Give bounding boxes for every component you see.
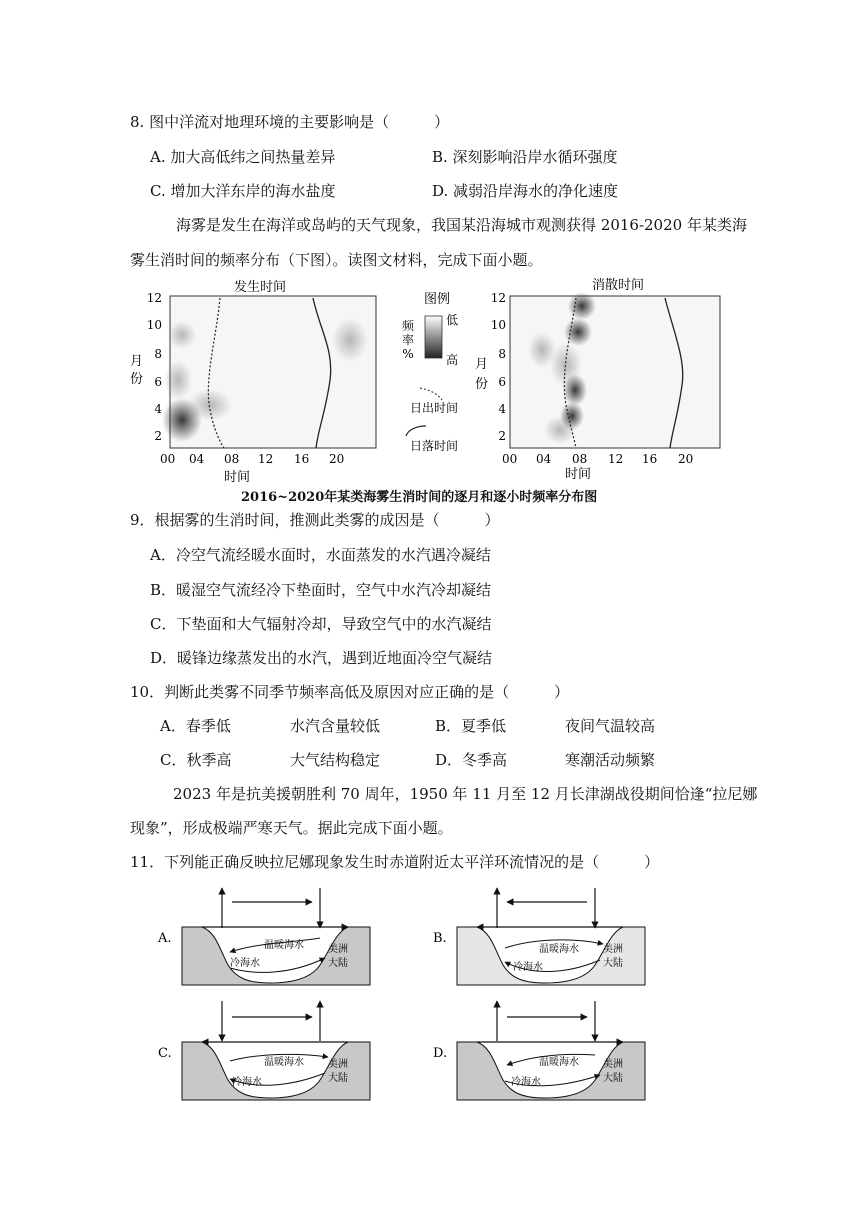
right-xtick-16: 16 [642,452,658,466]
left-ytick-2: 2 [154,429,162,443]
q11-letter-b: B. [433,931,447,946]
passage2-line1: 2023 年是抗美援朝胜利 70 周年，1950 年 11 月至 12 月长津湖战役期间恰逢“拉尼娜 [173,785,758,803]
legend-sunset: 日落时间 [410,439,459,453]
right-y-ticks [491,291,507,443]
q10-option-d[interactable]: D．冬季高 [435,751,508,769]
q10-option-a-reason: 水汽含量较低 [290,717,381,735]
right-ytick-10: 10 [490,318,506,332]
right-ytick-8: 8 [498,347,506,361]
q11-b-cold: 冷海水 [513,962,543,973]
q8-option-b[interactable]: B. 深刻影响沿岸水循环强度 [432,148,618,166]
left-ylabel-1: 月 [130,354,144,369]
q11-letter-a: A. [158,931,172,946]
left-ytick-8: 8 [154,347,162,361]
legend-freq-3: % [402,347,414,361]
q10-option-a[interactable]: A．春季低 [160,717,231,735]
q11-diagram-a[interactable] [157,888,370,985]
right-ytick-12: 12 [490,291,506,305]
passage1-line2: 雾生消时间的频率分布（下图）。读图文材料，完成下面小题。 [130,251,543,269]
right-ylabel-2: 份 [475,377,489,392]
left-xtick-20: 20 [329,452,345,466]
q8-option-d[interactable]: D. 减弱沿岸海水的净化速度 [432,182,619,200]
legend-sunrise: 日出时间 [410,401,459,415]
figure-caption: 2016~2020年某类海雾生消时间的逐月和逐小时频率分布图 [241,490,598,505]
right-xtick-08: 08 [572,452,588,466]
legend-freq-2: 率 [401,333,415,347]
q8-option-a[interactable]: A. 加大高低纬之间热量差异 [150,148,336,166]
legend-high: 高 [446,353,459,367]
left-y-ticks [147,291,163,443]
right-xtick-20: 20 [678,452,694,466]
right-xtick-04: 04 [536,452,552,466]
q9-option-d[interactable]: D．暖锋边缘蒸发出的水汽，遇到近地面冷空气凝结 [150,649,493,667]
q11-diagram-b[interactable] [433,888,645,985]
right-ytick-6: 6 [498,375,506,389]
q11-c-continent1: 美洲 [328,1059,348,1070]
q11-a-continent2: 大陆 [328,958,348,969]
q11-c-continent2: 大陆 [328,1073,348,1084]
right-plot-frame [510,296,720,448]
q10-option-b-reason: 夜间气温较高 [565,717,656,735]
legend-color-bar [425,316,442,358]
left-xtick-08: 08 [224,452,240,466]
q11-d-warm: 温暖海水 [539,1057,579,1068]
q10-option-c[interactable]: C．秋季高 [160,751,232,769]
left-ytick-12: 12 [146,291,162,305]
q11-b-continent2: 大陆 [603,958,623,969]
right-xlabel: 时间 [564,467,592,482]
q11-letter-c: C. [158,1046,172,1061]
q10-option-d-reason: 寒潮活动频繁 [565,751,656,769]
left-xtick-16: 16 [294,452,310,466]
passage1-line1: 海雾是发生在海洋或岛屿的天气现象，我国某沿海城市观测获得 2016-2020 年某类海 [176,216,747,234]
q10-stem: 10．判断此类雾不同季节频率高低及原因对应正确的是（ ） [130,683,570,701]
left-plot-title: 发生时间 [233,280,287,295]
q11-a-warm: 温暖海水 [264,940,304,951]
q8-option-c[interactable]: C. 增加大洋东岸的海水盐度 [150,182,336,200]
q9-option-a[interactable]: A．冷空气流经暖水面时，水面蒸发的水汽遇冷凝结 [150,546,491,564]
q9-option-c[interactable]: C．下垫面和大气辐射冷却，导致空气中的水汽凝结 [150,615,492,633]
q11-c-cold: 冷海水 [232,1077,262,1088]
q11-c-warm: 温暖海水 [264,1057,304,1068]
q11-b-warm: 温暖海水 [539,944,579,955]
left-xtick-12: 12 [258,452,274,466]
q11-a-continent1: 美洲 [328,944,348,955]
q11-d-cold: 冷海水 [511,1077,541,1088]
passage2-line2: 现象”，形成极端严寒天气。据此完成下面小题。 [130,819,453,837]
right-xtick-00: 00 [502,452,518,466]
q11-diagram-d[interactable] [433,1001,645,1100]
left-xtick-00: 00 [160,452,176,466]
left-xtick-04: 04 [189,452,205,466]
q11-d-continent2: 大陆 [603,1073,623,1084]
right-ylabel-1: 月 [475,357,489,372]
legend-low: 低 [446,313,459,327]
q9-option-b[interactable]: B．暖湿空气流经冷下垫面时，空气中水汽冷却凝结 [150,581,492,599]
q11-diagrams [150,880,650,1110]
q8-stem: 8. 图中洋流对地理环境的主要影响是（ ） [130,113,450,131]
right-ytick-4: 4 [498,402,506,416]
left-ytick-4: 4 [154,402,162,416]
left-ylabel-2: 份 [130,372,144,387]
q10-option-b[interactable]: B．夏季低 [435,717,507,735]
q11-letter-d: D. [433,1046,448,1061]
legend-sunrise-line [420,388,442,400]
fog-frequency-figure [120,270,740,500]
legend-title: 图例 [423,292,451,307]
right-ytick-2: 2 [498,429,506,443]
left-ytick-6: 6 [154,375,162,389]
right-x-ticks [502,452,693,466]
left-ytick-10: 10 [146,318,162,332]
q11-b-continent1: 美洲 [603,944,623,955]
legend-sunset-line [406,426,426,436]
legend-freq-1: 频 [401,319,415,333]
q9-stem: 9．根据雾的生消时间，推测此类雾的成因是（ ） [130,511,500,529]
right-xtick-12: 12 [608,452,624,466]
left-x-ticks [160,452,344,466]
right-plot-title: 消散时间 [591,278,645,293]
q11-a-cold: 冷海水 [230,958,260,969]
left-xlabel: 时间 [223,470,251,485]
q10-option-c-reason: 大气结构稳定 [290,751,381,769]
q11-stem: 11．下列能正确反映拉尼娜现象发生时赤道附近太平洋环流情况的是（ ） [130,853,660,871]
q11-diagram-c[interactable] [158,1001,370,1100]
q11-d-continent1: 美洲 [603,1059,623,1070]
